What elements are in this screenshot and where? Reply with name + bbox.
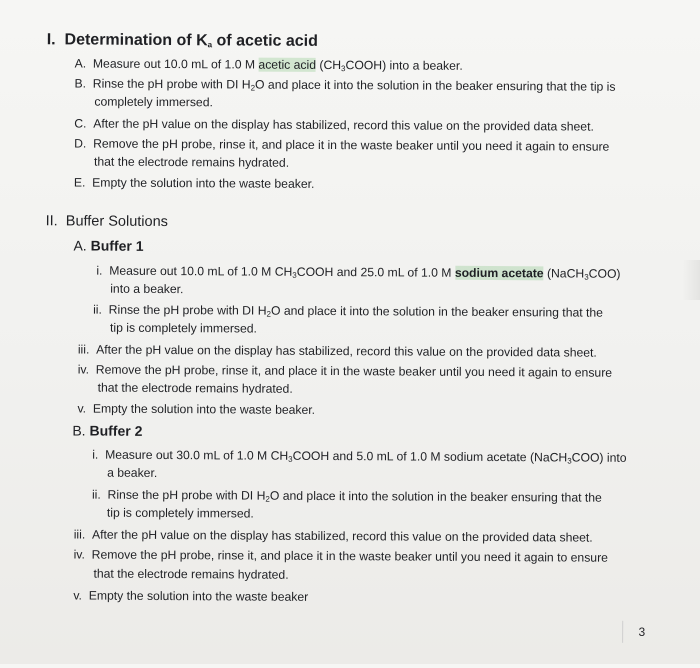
subscript: 2 (266, 309, 272, 319)
step-text: After the pH value on the display has stabilized, record this value on the provided data sheet. (91, 527, 593, 545)
step-2a-iv-cont (98, 381, 293, 397)
step-text: After the pH value on the display has stabilized, record this value on the provided data sheet. (93, 116, 594, 134)
step-text: COOH) into a beaker. (345, 58, 463, 73)
step-2a-ii-cont (110, 321, 257, 337)
section-1-title-end: of acetic acid (212, 32, 318, 50)
step-marker: D. (74, 136, 87, 151)
step-2b-ii-cont (107, 506, 254, 522)
step-1b (74, 76, 615, 94)
step-text: Empty the solution into the waste beaker. (92, 401, 316, 417)
step-text: that the electrode remains hydrated. (93, 154, 290, 170)
step-2b-i-cont (107, 466, 157, 481)
step-marker: iii. (77, 342, 90, 357)
step-2a-i (96, 264, 620, 282)
step-marker: v. (73, 588, 82, 603)
step-text: into a beaker. (110, 281, 184, 297)
step-text: Rinse the pH probe with DI H (107, 487, 266, 503)
section-1-title-sub: a (207, 40, 213, 50)
step-1b-cont (94, 95, 213, 111)
step-2a-iii (78, 342, 597, 360)
step-marker: ii. (91, 487, 101, 502)
step-1d-cont (94, 155, 289, 171)
step-2b-iv (74, 547, 608, 565)
buffer-2-heading (72, 423, 142, 438)
step-text: Empty the solution into the waste beaker (88, 588, 309, 604)
step-2a-iv (78, 362, 612, 380)
step-text: Remove the pH probe, rinse it, and place it in the waste beaker until you need it again to ensure (93, 136, 610, 154)
step-text: (CH (315, 57, 342, 73)
step-marker: B. (74, 76, 87, 91)
step-text: completely immersed. (94, 94, 213, 110)
step-2b-ii (92, 488, 602, 506)
step-text: COO) into (571, 450, 627, 465)
step-text: Remove the pH probe, rinse it, and place it in the waste beaker until you need it again to ensure (95, 362, 613, 380)
step-marker: iv. (73, 547, 85, 562)
step-1e (74, 175, 315, 191)
step-text: After the pH value on the display has stabilized, record this value on the provided data sheet. (96, 342, 597, 360)
step-2b-iii (74, 527, 593, 545)
step-1d (74, 136, 609, 154)
section-2-number: II. (45, 213, 58, 230)
step-text: tip is completely immersed. (109, 320, 258, 336)
section-2-title: Buffer Solutions (65, 213, 168, 231)
step-text: COOH and 25.0 mL of 1.0 M (296, 264, 455, 280)
step-text: COOH and 5.0 mL of 1.0 M sodium acetate (NaCH (292, 448, 568, 465)
step-text: Empty the solution into the waste beaker. (92, 175, 315, 191)
step-1a (75, 56, 463, 73)
buffer-1-title: Buffer 1 (90, 237, 144, 254)
step-text: Measure out 30.0 mL of 1.0 M CH (105, 447, 289, 463)
page-number: 3 (622, 621, 645, 643)
buffer-marker: B. (72, 422, 86, 439)
step-marker: ii. (93, 302, 102, 317)
step-marker: v. (77, 401, 87, 416)
page-edge-shadow (682, 260, 700, 300)
step-text: Measure out 10.0 mL of 1.0 M CH (109, 263, 293, 279)
step-marker: i. (96, 263, 103, 278)
step-text: COO) (588, 266, 621, 281)
subscript: 3 (292, 270, 297, 280)
step-text: Rinse the pH probe with DI H (92, 76, 251, 92)
buffer-2-title: Buffer 2 (89, 422, 143, 439)
step-text: tip is completely immersed. (106, 505, 254, 521)
step-text: Remove the pH probe, rinse it, and place it in the waste beaker until you need it again to ensure (91, 547, 608, 565)
subscript: 3 (584, 272, 589, 282)
step-2b-iv-cont (93, 567, 288, 583)
step-text: O and place it into the solution in the beaker ensuring that the (270, 303, 604, 320)
step-text: Rinse the pH probe with DI H (108, 302, 267, 318)
step-marker: iv. (77, 362, 90, 377)
step-text: that the electrode remains hydrated. (93, 566, 289, 582)
subscript: 2 (250, 83, 256, 93)
highlighted-term: sodium acetate (454, 265, 544, 281)
step-text: Measure out 10.0 mL of 1.0 M (92, 56, 259, 72)
step-text: O and place it into the solution in the beaker ensuring that the (269, 488, 602, 505)
buffer-marker: A. (73, 237, 87, 254)
section-1-title: Determination of K (64, 31, 208, 50)
step-marker: C. (74, 116, 87, 131)
step-2a-v (77, 401, 315, 417)
step-text: O and place it into the solution in the beaker ensuring that the tip is (255, 77, 616, 94)
step-marker: i. (92, 447, 99, 462)
step-text: that the electrode remains hydrated. (97, 380, 293, 396)
section-2-heading (46, 214, 168, 230)
step-2a-ii (93, 303, 603, 321)
step-1c (74, 116, 594, 134)
subscript: 3 (288, 454, 293, 464)
step-2b-v (73, 588, 308, 604)
highlighted-term: acetic acid (258, 57, 317, 72)
buffer-1-heading (73, 238, 143, 253)
subscript: 2 (265, 494, 270, 504)
step-2a-i-cont (110, 282, 183, 297)
section-1-number: I. (46, 31, 56, 49)
step-text: a beaker. (107, 465, 158, 480)
step-text: (NaCH (543, 266, 585, 281)
subscript: 3 (567, 456, 572, 466)
step-marker: E. (73, 175, 86, 190)
subscript: 3 (341, 64, 346, 74)
section-1-heading (47, 32, 318, 49)
step-2b-i (92, 448, 626, 466)
step-marker: iii. (73, 527, 86, 542)
step-marker: A. (74, 56, 87, 71)
